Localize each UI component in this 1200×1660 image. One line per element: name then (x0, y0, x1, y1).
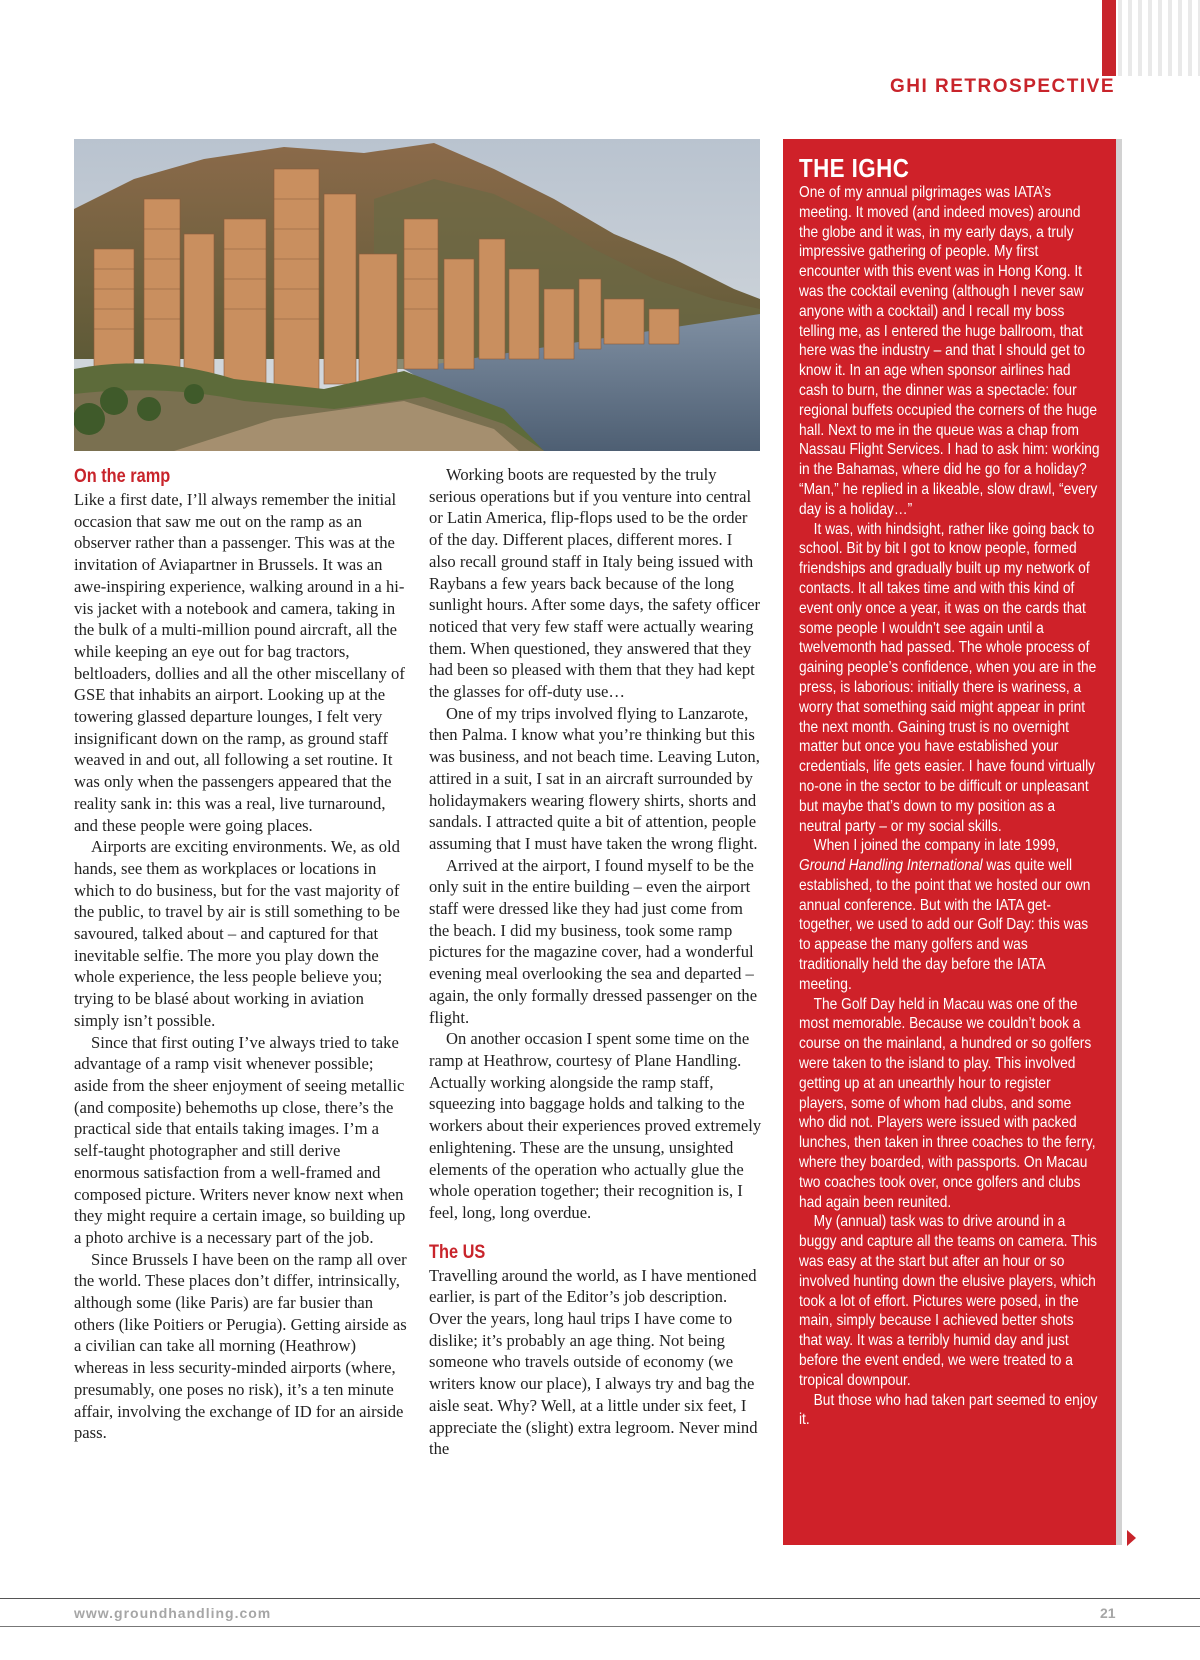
sidebar-paragraph: The Golf Day held in Macau was one of the most memorable. Because we couldn’t book a course on the mainland, a hundred or so golfers were taken to the island to play. This involved getting up at an unearthly hour to register players, some of whom had clubs, and some who did not. Players were issued with packed lunches, then taken in three coaches to the ferry, where they boarded, with passports. On Macau two coaches took over, once golfers and clubs had again been reunited. (799, 995, 1096, 1211)
sidebar-the-ighc (783, 139, 1116, 1545)
footer-divider (0, 1598, 1200, 1599)
sidebar-body (799, 183, 1100, 1430)
section-heading-the-us: The US (429, 1241, 486, 1263)
top-corner-bar (1102, 0, 1200, 76)
sidebar-paragraph (799, 836, 1100, 994)
sidebar-text: was quite well established, to the point that we hosted our own annual conference. But with the IATA get-together, we used to add our Golf Day: this was to appease the many golfers and was traditionally held the day before the IATA meeting. (799, 857, 1091, 993)
paragraph: Like a first date, I’ll always remember the initial occasion that saw me out on the ramp as an observer rather than a passenger. This was at the invitation of Aviapartner in Brussels. It was an awe-inspiring experience, walking around in a hi-vis jacket with a notebook and camera, taking in the bulk of a multi-million pound aircraft, all the while keeping an eye out for bag tractors, beltloaders, dollies and all the other miscellany of GSE that inhabits an airport. Looking up at the towering glassed departure lounges, I felt very insignificant down on the ramp, as ground staff weaved in and out, all following a set routine. It was only when the passengers appeared that the reality sank in: this was a real, live turnaround, and these people were going places. (74, 490, 405, 835)
sidebar-text: When I joined the company in late 1999, (813, 837, 1060, 855)
paragraph: Travelling around the world, as I have mentioned earlier, is part of the Editor’s job description. Over the years, long haul trips I have come to dislike; it’s probably an age thing. Not being someone who travels outside of economy (we writers know our place), I always try and bag the aisle seat. Why? Well, at a little under six feet, I appreciate the (slight) extra legroom. Never mind the (429, 1265, 758, 1459)
sidebar-paragraph: But those who had taken part seemed to enjoy it. (799, 1391, 1098, 1429)
publication-title: Ground Handling International (799, 857, 983, 875)
top-red-stripe (1102, 0, 1116, 76)
section-label: GHI RETROSPECTIVE (889, 76, 1115, 97)
paragraph: Since Brussels I have been on the ramp all over the world. These places don’t differ, intrinsically, although some (like Paris) are far busier than others (like Poitiers or Perugia). Getting airside as a civilian can take all morning (Heathrow) whereas in less security-minded airports (where, presumably, one poses no risk), it’s a ten minute affair, involving the exchange of ID for an airside pass. (74, 1249, 407, 1443)
continue-arrow-icon (1127, 1530, 1136, 1546)
paragraph: Airports are exciting environments. We, as old hands, see them as workplaces or locations in which to do business, but for the vast majority of the public, to travel by air is still something to be savoured, talked about – and captured for that inevitable selfie. The more you play down the whole experience, the less people believe you; trying to be blasé about working in aviation simply isn’t possible. (74, 837, 400, 1030)
section-heading-on-the-ramp: On the ramp (74, 466, 171, 487)
paragraph: On another occasion I spent some time on the ramp at Heathrow, courtesy of Plane Handling. Actually working alongside the ramp staff, squeezing into baggage holds and talking to the workers about their experiences proved extremely enlightening. These are the unsung, unsighted elements of the operation who actually glue the whole operation together; their recognition is, I feel, long, long overdue. (429, 1029, 762, 1222)
article-column-2 (429, 464, 763, 1460)
coastal-city-photo (74, 139, 760, 451)
page-number: 21 (1100, 1605, 1116, 1621)
paragraph: One of my trips involved flying to Lanzarote, then Palma. I know what you’re thinking but this was business, and not beach time. Leaving Luton, attired in a suit, I sat in an aircraft surrounded by holidaymakers wearing flowery shirts, shorts and sandals. I attracted quite a bit of attention, people assuming that I must have taken the wrong flight. (429, 703, 760, 853)
sidebar-paragraph: One of my annual pilgrimages was IATA’s meeting. It moved (and indeed moves) around the globe and it was, in my early days, a truly impressive gathering of people. My first encounter with this event was in Hong Kong. It was the cocktail evening (although I never saw anyone with a cocktail) and I recall my boss telling me, as I entered the huge ballroom, that here was the industry – and that I should get to know it. In an age when sponsor airlines had cash to burn, the dinner was a spectacle: four regional buffets occupied the corners of the huge hall. Next to me in the queue was a chap from Nassau Flight Services. I had to ask him: working in the Bahamas, where did he go for a holiday? “Man,” he replied in a likeable, slow drawl, “every day is a holiday…” (799, 184, 1100, 518)
sidebar-paragraph: It was, with hindsight, rather like going back to school. Bit by bit I got to know people, formed friendships and gradually built up my network of contacts. It all takes time and with this kind of event only once a year, it was on the cards that some people I wouldn’t see again until a twelvemonth had passed. The whole process of gaining people’s confidence, when you are in the press, is laborious: initially there is wariness, a worry that something said might appear in print the next month. Gaining trust is no overnight matter but once you have established your credentials, life gets easier. I have found virtually no-one in the sector to be difficult or unpleasant but maybe that’s down to my position as a neutral party – or my social skills. (799, 520, 1097, 835)
paragraph: Arrived at the airport, I found myself to be the only suit in the entire building – even the airport staff were dressed like they had just come from the beach. I did my business, took some ramp pictures for the magazine cover, had a wonderful evening meal overlooking the sea and departed – again, the only formally dressed passenger on the flight. (429, 855, 758, 1027)
footer-url: www.groundhandling.com (74, 1605, 272, 1621)
sidebar-paragraph: My (annual) task was to drive around in a buggy and capture all the teams on camera. This was easy at the start but after an hour or so involved hunting down the elusive players, which took a lot of effort. Pictures were posed, in the main, simply because I achieved better shots that way. It was a terribly humid day and just before the event ended, we were treated to a tropical downpour. (799, 1213, 1098, 1389)
article-column-1 (74, 464, 408, 1444)
paragraph: Since that first outing I’ve always tried to take advantage of a ramp visit whenever possible; aside from the sheer enjoyment of seeing metallic (and composite) behemoths up close, there’s the practical side that entails taking images. I’m a self-taught photographer and still derive enormous satisfaction from a well-framed and composed picture. Writers never know next when they might require a certain image, so building up a photo archive is a necessary part of the job. (74, 1032, 406, 1247)
paragraph: Working boots are requested by the truly serious operations but if you venture into central or Latin America, flip-flops used to be the order of the day. Different places, different mores. I also recall ground staff in Italy being issued with Raybans a few years back because of the long sunlight hours. After some days, the safety officer noticed that very few staff were actually wearing them. When questioned, they answered that they had been so pleased with them that they had kept the glasses for off-duty use… (429, 465, 761, 702)
sidebar-title: THE IGHC (799, 153, 910, 183)
footer-divider-bottom (0, 1626, 1200, 1627)
